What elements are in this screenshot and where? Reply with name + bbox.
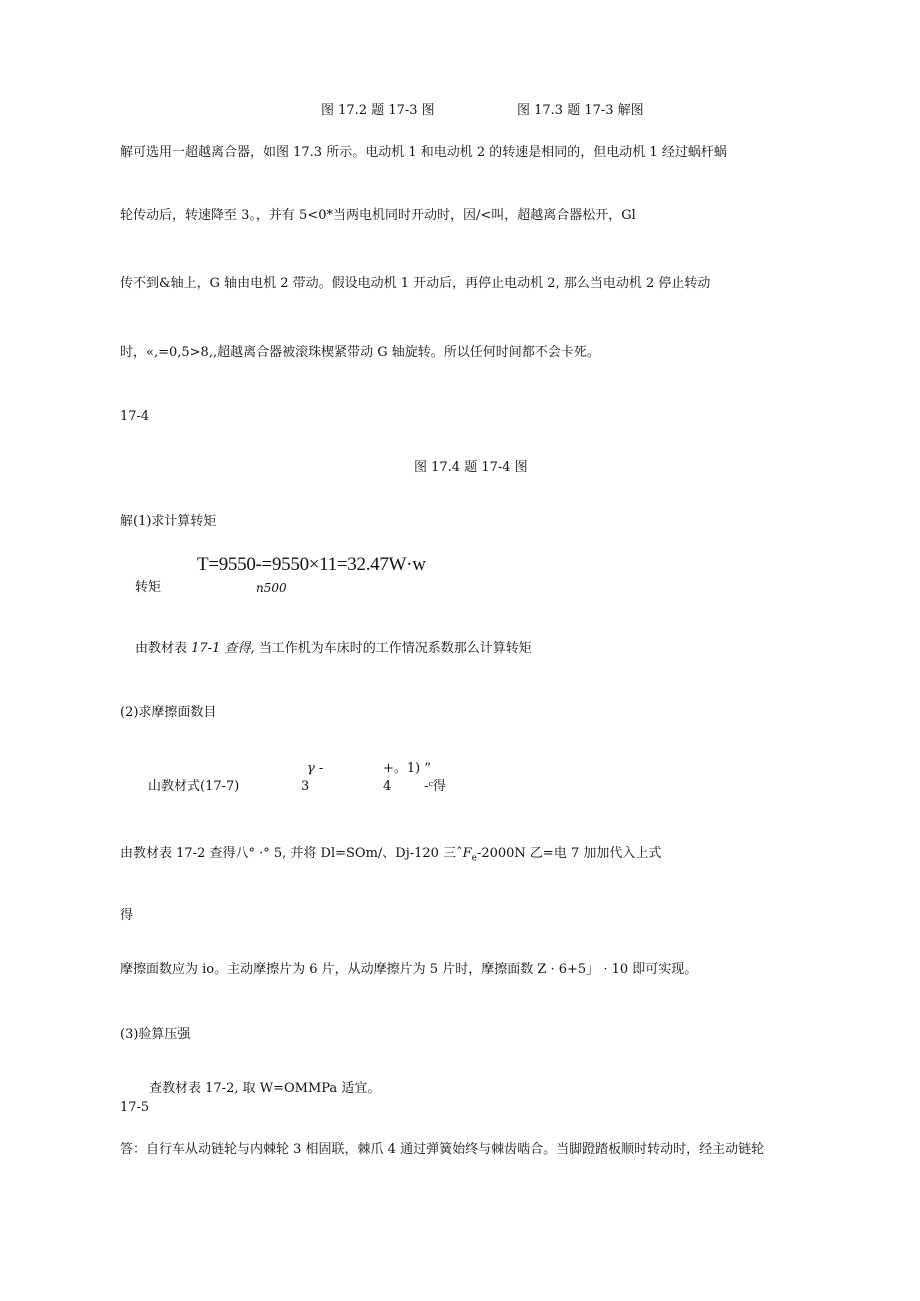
solution-17-3-line-4: 时，«,=0,5>8,,超越离合器被滚珠楔紧带动 G 轴旋转。所以任何时间都不会卡死。	[120, 345, 600, 360]
problem-heading-17-4: 17-4	[120, 409, 150, 424]
solution-17-3-line-3: 传不到&轴上，G 轴由电机 2 带动。假设电动机 1 开动后，再停止电动机 2, 那么当电动机 2 停止转动	[120, 276, 711, 291]
step-1-note	[135, 641, 532, 657]
step-2-title: (2)求摩擦面数目	[120, 705, 217, 720]
step-2-line-force-symbol: F	[462, 846, 472, 861]
formula-fragment-gamma: γ -	[307, 761, 324, 776]
step-2-line-part-a: 由教材表 17-2 查得八° ·° 5, 并将 Dl=SOm/、Dj-120 三ˆ	[120, 846, 463, 861]
formula-fragment-3: 3	[301, 779, 310, 794]
step-1-note-part-c: 当工作机为车床时的工作情况系数那么计算转矩	[254, 641, 532, 656]
step-2-line-force-subscript: e	[471, 853, 477, 864]
formula-fragment-top: +。1) ”	[383, 761, 432, 776]
figure-caption-17-4: 图 17.4 题 17-4 图	[414, 460, 528, 475]
formula-fragment-de: -ᶜ得	[424, 779, 446, 794]
torque-formula: T=9550-=9550×11=32.47W·w	[197, 554, 426, 575]
formula-denominator: n500	[256, 581, 287, 595]
step-3-check: 查教材表 17-2, 取 W=OMMPa 适宜。	[149, 1081, 381, 1096]
step-2-line	[120, 846, 661, 867]
solution-17-3-line-1: 解可选用一超越离合器，如图 17.3 所示。电动机 1 和电动机 2 的转速是相同的，但电动机 1 经过蜗杆蜗	[120, 145, 727, 160]
problem-heading-17-5: 17-5	[120, 1100, 150, 1115]
figure-caption-17-2: 图 17.2 题 17-3 图	[321, 103, 435, 118]
step-3-title: (3)验算压强	[120, 1027, 191, 1042]
answer-17-5: 答：自行车从动链轮与内棘轮 3 相固联，棘爪 4 通过弹簧始终与棘齿啮合。当脚蹬踏板顺时转动时，经主动链轮	[120, 1142, 765, 1157]
formula-fragment-4: 4	[383, 779, 392, 794]
solution-17-3-line-2: 轮传动后，转速降至 3。，并有 5<0*当两电机同时开动时，因/<叫，超越离合器松开，Gl	[120, 208, 636, 223]
step-2-line-part-b: -2000N 乙=电 7 加加代入上式	[476, 846, 662, 861]
step-1-note-part-a: 由教材表	[135, 641, 192, 656]
torque-label: 转矩	[135, 580, 162, 595]
formula-source-label: 山教材式(17-7)	[148, 779, 240, 794]
step-1-title: 解(1)求计算转矩	[120, 514, 217, 529]
figure-caption-17-3: 图 17.3 题 17-3 解图	[517, 103, 644, 118]
step-2-result: 摩擦面数应为 io。主动摩擦片为 6 片，从动摩擦片为 5 片时，摩擦面数 Z · 6+5」 · 10 即可实现。	[120, 962, 698, 977]
step-1-note-part-b: 17-1 查得,	[191, 641, 255, 656]
step-2-de: 得	[120, 908, 134, 923]
